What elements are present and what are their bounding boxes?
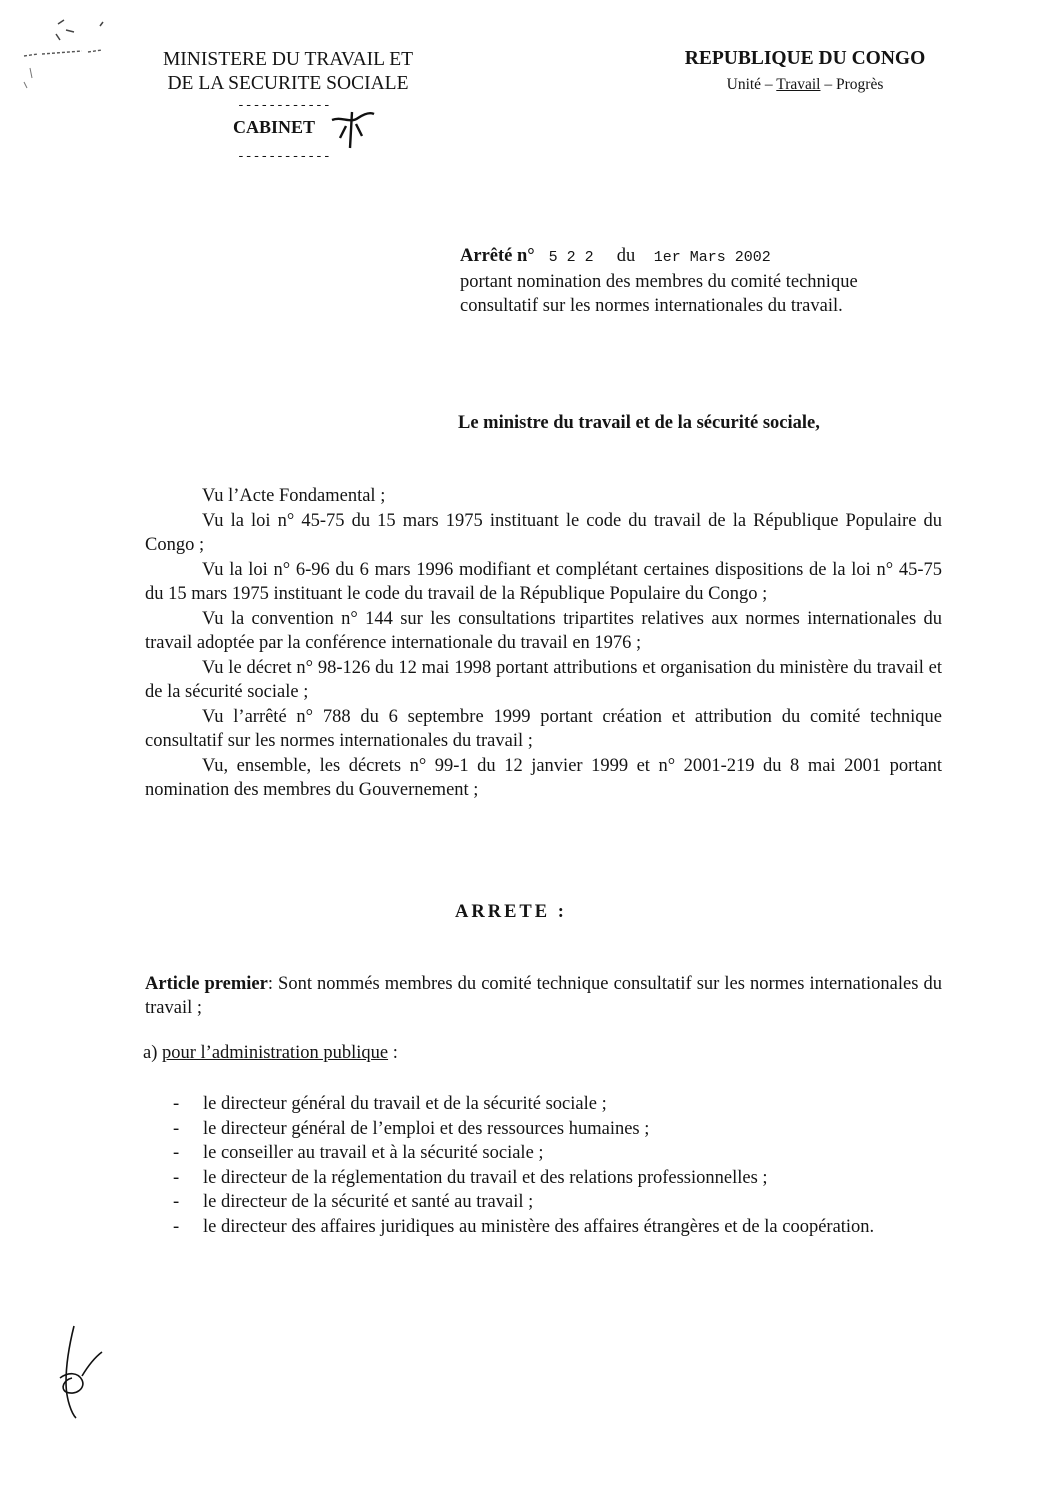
section-a-heading — [143, 1043, 398, 1064]
decree-du: du — [616, 246, 636, 266]
minister-line: Le ministre du travail et de la sécurité sociale, — [458, 413, 820, 433]
motto-right: – Progrès — [820, 76, 884, 93]
arrete-title: ARRETE : — [455, 902, 567, 922]
visa-item: Vu la loi n° 6-96 du 6 mars 1996 modifiant et complétant certaines dispositions de la loi n° 45-75 du 15 mars 1975 instituant le code du travail de la République Populaire du Congo ; — [145, 559, 942, 604]
visa-item: Vu le décret n° 98-126 du 12 mai 1998 portant attributions et organisation du ministère du travail et de la sécurité sociale ; — [145, 657, 942, 702]
list-item: - le directeur des affaires juridiques au ministère des affaires étrangères et de la coopération. — [165, 1215, 942, 1240]
visa-item: Vu la loi n° 45-75 du 15 mars 1975 instituant le code du travail de la République Populaire du Congo ; — [145, 510, 942, 555]
visa-item: Vu l’Acte Fondamental ; — [202, 486, 386, 506]
members-list — [165, 1092, 942, 1239]
section-a-suffix: : — [388, 1043, 398, 1063]
list-item: - le directeur général de l’emploi et des ressources humaines ; — [165, 1117, 942, 1142]
visas-section — [145, 484, 942, 803]
section-a-prefix: a) — [143, 1043, 162, 1063]
section-a-title: pour l’administration publique — [162, 1043, 389, 1063]
list-item: - le conseiller au travail et à la sécurité sociale ; — [165, 1141, 942, 1166]
cabinet-label: CABINET — [233, 117, 316, 137]
decree-date: 1er Mars 2002 — [653, 249, 771, 266]
ministry-line-2: DE LA SECURITE SOCIALE — [167, 73, 409, 94]
article-text: : Sont nommés membres du comité technique consultatif sur les normes internationales du travail ; — [145, 974, 942, 1018]
dash-separator-bottom: ------------ — [237, 149, 331, 164]
visa-item: Vu, ensemble, les décrets n° 99-1 du 12 janvier 1999 et n° 2001-219 du 8 mai 2001 portant nomination des membres du Gouvernement ; — [145, 755, 942, 800]
visa-item: Vu l’arrêté n° 788 du 6 septembre 1999 portant création et attribution du comité technique consultatif sur les normes internationales du travail ; — [145, 706, 942, 751]
national-motto — [655, 76, 955, 94]
list-item: - le directeur de la réglementation du travail et des relations professionnelles ; — [165, 1166, 942, 1191]
motto-left: Unité – — [726, 76, 777, 93]
decree-number: 5 2 2 — [548, 249, 594, 266]
list-item: - le directeur de la sécurité et santé au travail ; — [165, 1190, 942, 1215]
republic-title: REPUBLIQUE DU CONGO — [684, 48, 926, 69]
article-label: Article premier — [145, 974, 268, 994]
cabinet-stamp-mark — [328, 108, 378, 152]
visa-item: Vu la convention n° 144 sur les consultations tripartites relatives aux normes internationales du travail adoptée par la conférence internationale du travail en 1976 ; — [145, 608, 942, 653]
decree-subject: portant nomination des membres du comité technique consultatif sur les normes internationales du travail. — [460, 272, 858, 316]
scan-marks — [18, 12, 128, 92]
motto-middle: Travail — [776, 76, 821, 93]
dash-separator-top: ------------ — [237, 98, 331, 113]
decree-heading — [460, 244, 940, 318]
list-item: - le directeur général du travail et de la sécurité sociale ; — [165, 1092, 942, 1117]
decree-number-line — [460, 244, 940, 270]
ministry-name — [138, 48, 438, 96]
handwritten-signature — [52, 1322, 112, 1422]
decree-label: Arrêté n° — [460, 246, 535, 266]
ministry-line-1: MINISTERE DU TRAVAIL ET — [162, 49, 414, 70]
article-premier — [145, 972, 942, 1020]
